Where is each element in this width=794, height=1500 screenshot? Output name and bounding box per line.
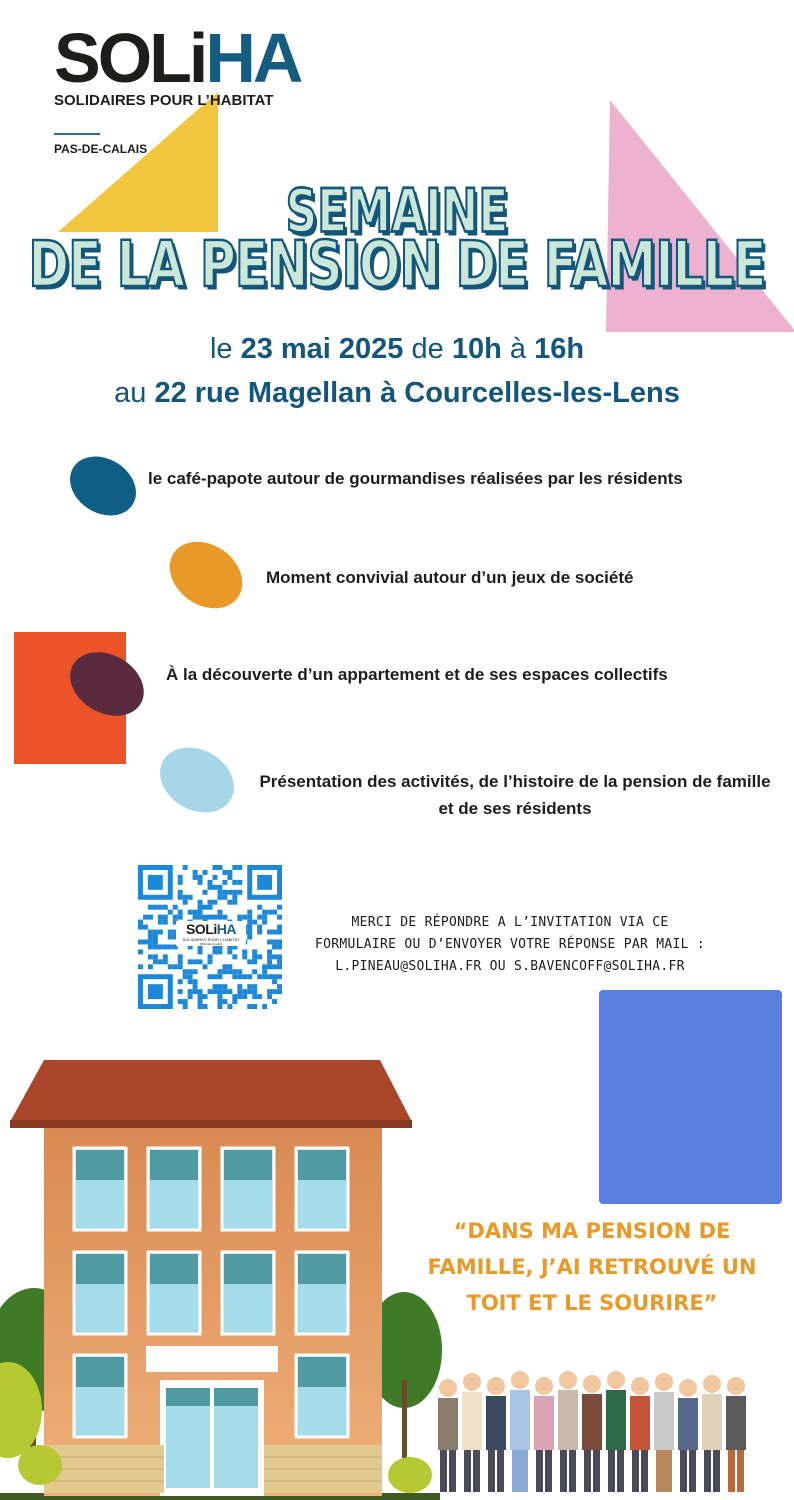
leaf-bullet-icon [148, 735, 246, 826]
title-line-1: SEMAINE [285, 177, 509, 247]
address-value: 22 rue Magellan à Courcelles-les-Lens [154, 377, 680, 409]
event-address [0, 377, 794, 410]
soliha-logo [54, 19, 344, 156]
leaf-bullet-icon [59, 445, 147, 528]
qr-logo-tagline: SOLIDAIRES POUR L’HABITAT [182, 937, 240, 942]
date-value: 23 mai 2025 [240, 333, 404, 365]
qr-logo-word-blue: HA [216, 921, 236, 937]
qr-soliha-logo [176, 921, 246, 946]
rsvp-line-2: FORMULAIRE OU D’ENVOYER VOTRE RÉPONSE PAR MAIL : [314, 937, 706, 952]
logo-word-dark: SOLi [54, 19, 206, 97]
time-to: à [509, 333, 527, 365]
qr-logo-region: PAS-DE-CALAIS [199, 942, 223, 946]
logo-region: PAS-DE-CALAIS [54, 142, 148, 156]
logo-divider [54, 133, 100, 135]
time-from: de [411, 333, 444, 365]
date-prefix: le [209, 333, 233, 365]
leaf-bullet-icon [157, 528, 255, 622]
qr-logo-wordmark [176, 921, 246, 937]
title-line-2: DE LA PENSION DE FAMILLE [28, 227, 766, 302]
activity-item: Présentation des activités, de l’histoire de la pension de famille et de ses résidents [259, 772, 771, 818]
activity-item: À la découverte d’un appartement et de ses espaces collectifs [166, 665, 668, 684]
activity-item: le café-papote autour de gourmandises réalisées par les résidents [148, 469, 683, 488]
logo-wordmark [54, 19, 344, 97]
building-illustration [0, 1050, 794, 1500]
address-prefix: au [114, 377, 147, 409]
time-end: 16h [534, 333, 585, 365]
activity-item: Moment convivial autour d’un jeux de société [266, 568, 634, 587]
rsvp-line-1: MERCI DE RÉPONDRE A L’INVITATION VIA CE [351, 915, 669, 930]
resident-quote: “DANS MA PENSION DE FAMILLE, J’AI RETROUVÉ UN TOIT ET LE SOURIRE” [427, 1219, 757, 1315]
event-date [0, 333, 794, 366]
logo-tagline: SOLIDAIRES POUR L’HABITAT [54, 92, 274, 109]
logo-word-blue: HA [205, 19, 301, 97]
rsvp-line-3[interactable]: L.PINEAU@SOLIHA.FR OU S.BAVENCOFF@SOLIHA.FR [335, 959, 685, 974]
qr-logo-word-dark: SOLi [186, 921, 217, 937]
time-start: 10h [451, 333, 502, 365]
rsvp-text [290, 912, 730, 978]
